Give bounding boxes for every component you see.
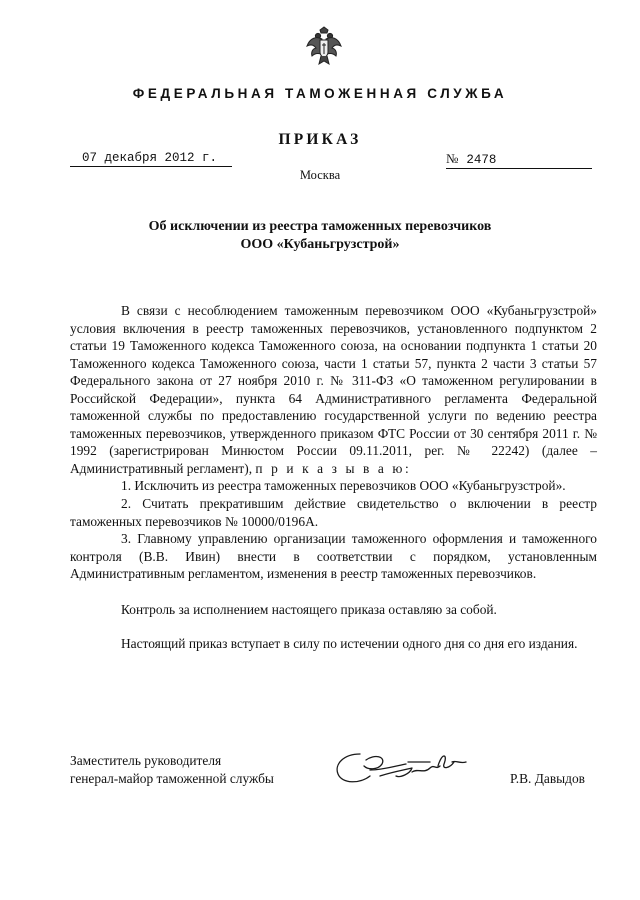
effective-paragraph: Настоящий приказ вступает в силу по истечении одного дня со дня его издания. bbox=[121, 636, 578, 652]
preamble-text: В связи с несоблюдением таможенным перевозчиком ООО «Кубаньгрузстрой» условия включения в реестр таможенных перевозчиков, установленного подпунктом 2 статьи 19 Таможенного кодекса Таможенного союза, на основании подпункта 1 статьи 20 Таможенного кодекса Таможенного союза, части 1 статьи 57, пункта 2 части 3 статьи 57 Федерального закона от 27 ноября 2010 г. № 311-ФЗ «О таможенном регулировании в Российской Федерации», пункта 64 Административного регламента Федеральной таможенной службы по предоставлению государственной услуги по ведению реестра таможенных перевозчиков, утвержденного приказом ФТС России от 30 сентября 2011 г. № 1992 (зарегистрирован Минюстом России 09.11.2011, рег. № 22242) (далее – Административный регламент), bbox=[70, 303, 597, 476]
city: Москва bbox=[299, 168, 341, 182]
signatory-position bbox=[70, 752, 274, 788]
number-label: № bbox=[446, 151, 459, 166]
signatory-name: Р.В. Давыдов bbox=[510, 771, 585, 786]
control-paragraph: Контроль за исполнением настоящего приказа оставляю за собой. bbox=[121, 601, 497, 617]
handwritten-signature bbox=[330, 740, 480, 792]
preamble-paragraph bbox=[70, 302, 597, 477]
order-body bbox=[70, 302, 597, 653]
item-3: 3. Главному управлению организации таможенного оформления и таможенного контроля (В.В. Ивин) внести в соответствии с порядком, установленным Административным регламентом, изменения в реестр таможенных перевозчиков. bbox=[70, 531, 597, 582]
order-number bbox=[446, 151, 592, 169]
order-word: п р и к а з ы в а ю: bbox=[255, 460, 412, 476]
item-1: 1. Исключить из реестра таможенных перевозчиков ООО «Кубаньгрузстрой». bbox=[121, 478, 566, 494]
subject-line-1: Об исключении из реестра таможенных перевозчиков bbox=[148, 219, 492, 234]
position-line-2: генерал-майор таможенной службы bbox=[70, 771, 274, 786]
item-2: 2. Считать прекратившим действие свидетельство о включении в реестр таможенных перевозчиков № 10000/0196А. bbox=[70, 496, 597, 529]
position-line-1: Заместитель руководителя bbox=[70, 753, 222, 768]
subject-line-2: ООО «Кубаньгрузстрой» bbox=[240, 237, 400, 252]
order-date: 07 декабря 2012 г. bbox=[70, 151, 232, 167]
coat-of-arms-emblem bbox=[306, 26, 342, 66]
order-subject bbox=[0, 218, 640, 254]
agency-name: ФЕДЕРАЛЬНАЯ ТАМОЖЕННАЯ СЛУЖБА bbox=[132, 86, 508, 101]
number-value: 2478 bbox=[466, 153, 497, 167]
document-type: ПРИКАЗ bbox=[278, 131, 362, 148]
